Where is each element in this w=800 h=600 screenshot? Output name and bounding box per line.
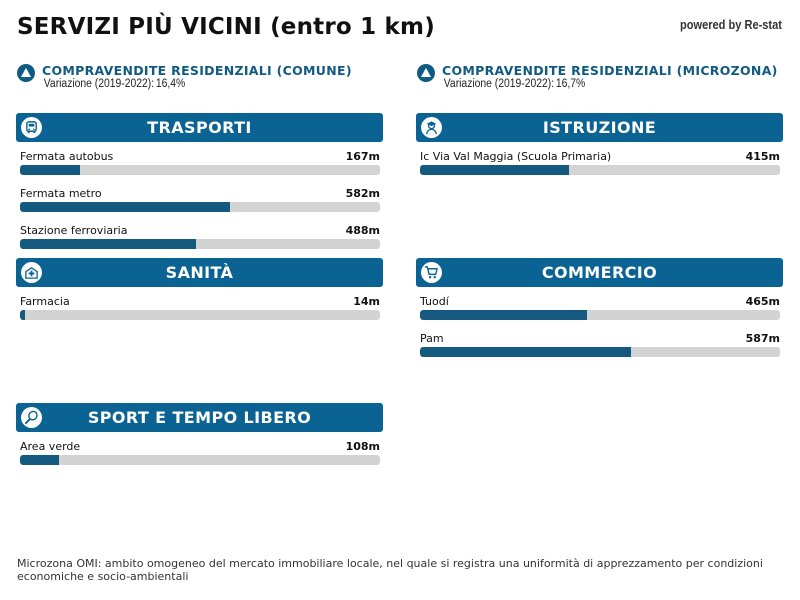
service-distance: 488m xyxy=(345,224,380,237)
service-distance: 465m xyxy=(745,295,780,308)
section-trasporti-header xyxy=(16,113,383,142)
powered-by-label: powered by Re-stat xyxy=(680,17,782,32)
distance-bar-fill xyxy=(420,310,587,320)
triangle-up-icon xyxy=(417,64,435,82)
tennis-racket-icon xyxy=(21,407,42,428)
service-item xyxy=(420,324,780,361)
distance-bar-track xyxy=(20,165,380,175)
stat-comune-variation-label: Variazione (2019-2022): xyxy=(43,78,155,90)
stat-comune-variation-value: 16,4% xyxy=(155,78,186,90)
service-distance: 167m xyxy=(345,150,380,163)
service-name: Fermata metro xyxy=(20,187,102,200)
service-distance: 582m xyxy=(345,187,380,200)
distance-bar-fill xyxy=(20,239,196,249)
service-item xyxy=(20,287,380,324)
section-commercio xyxy=(416,258,783,361)
cart-icon xyxy=(421,262,442,283)
distance-bar-track xyxy=(20,202,380,212)
student-icon xyxy=(421,117,442,138)
section-trasporti-title: TRASPORTI xyxy=(147,118,252,137)
service-distance: 108m xyxy=(345,440,380,453)
section-sanita-title: SANITÀ xyxy=(165,263,234,282)
service-item xyxy=(420,287,780,324)
service-name: Tuodí xyxy=(420,295,449,308)
distance-bar-fill xyxy=(20,310,25,320)
stat-microzona-variation-label: Variazione (2019-2022): xyxy=(443,78,555,90)
distance-bar-track xyxy=(420,310,780,320)
service-name: Pam xyxy=(420,332,444,345)
section-trasporti xyxy=(16,113,383,253)
service-distance: 14m xyxy=(353,295,380,308)
distance-bar-track xyxy=(20,310,380,320)
distance-bar-track xyxy=(420,347,780,357)
service-name: Ic Via Val Maggia (Scuola Primaria) xyxy=(420,150,612,163)
distance-bar-track xyxy=(420,165,780,175)
section-sanita-header xyxy=(16,258,383,287)
section-sport xyxy=(16,403,383,469)
distance-bar-fill xyxy=(20,202,230,212)
bus-icon xyxy=(21,117,42,138)
section-sport-header xyxy=(16,403,383,432)
service-distance: 587m xyxy=(745,332,780,345)
stat-microzona-variation-value: 16,7% xyxy=(555,78,586,90)
stat-comune-label: COMPRAVENDITE RESIDENZIALI (COMUNE) xyxy=(42,63,352,78)
footer-note: Microzona OMI: ambito omogeneo del mercato immobiliare locale, nel quale si registra una uniformità di apprezzamento per condizioni economiche e socio-ambientali xyxy=(17,557,763,583)
distance-bar-fill xyxy=(420,347,631,357)
triangle-up-icon xyxy=(17,64,35,82)
service-item xyxy=(20,142,380,179)
distance-bar-fill xyxy=(20,455,59,465)
service-item xyxy=(20,432,380,469)
section-sanita xyxy=(16,258,383,324)
distance-bar-fill xyxy=(20,165,80,175)
section-commercio-header xyxy=(416,258,783,287)
section-istruzione-title: ISTRUZIONE xyxy=(542,118,657,137)
service-name: Farmacia xyxy=(20,295,70,308)
section-istruzione-header xyxy=(416,113,783,142)
service-item xyxy=(420,142,780,179)
page-title: SERVIZI PIÙ VICINI (entro 1 km) xyxy=(17,14,435,40)
distance-bar-fill xyxy=(420,165,569,175)
service-item xyxy=(20,179,380,216)
hospital-icon xyxy=(21,262,42,283)
service-name: Fermata autobus xyxy=(20,150,114,163)
service-name: Stazione ferroviaria xyxy=(20,224,128,237)
stat-microzona-label: COMPRAVENDITE RESIDENZIALI (MICROZONA) xyxy=(442,63,778,78)
section-sport-title: SPORT E TEMPO LIBERO xyxy=(87,408,312,427)
service-item xyxy=(20,216,380,253)
stat-comune-variation xyxy=(42,78,185,90)
distance-bar-track xyxy=(20,455,380,465)
section-istruzione xyxy=(416,113,783,179)
distance-bar-track xyxy=(20,239,380,249)
section-commercio-title: COMMERCIO xyxy=(541,263,658,282)
service-distance: 415m xyxy=(745,150,780,163)
stat-microzona-variation xyxy=(442,78,585,90)
service-name: Area verde xyxy=(20,440,81,453)
